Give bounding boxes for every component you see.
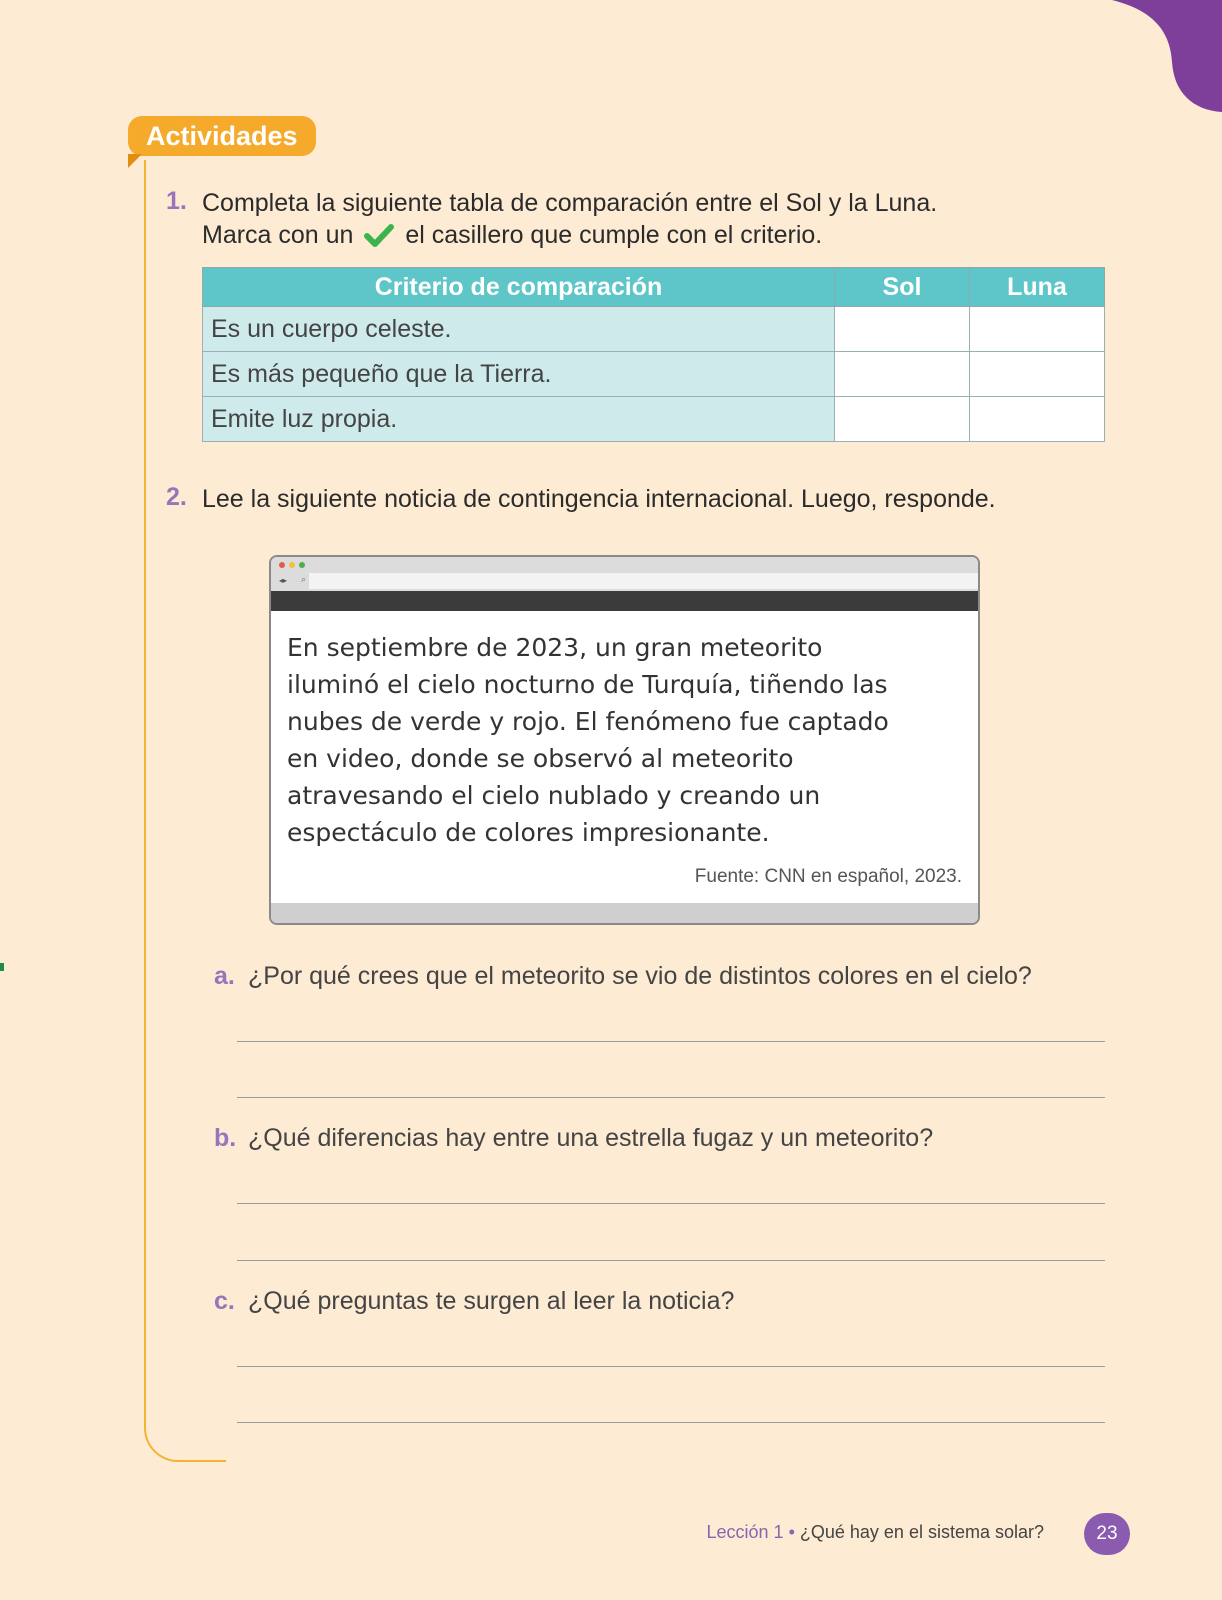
- question-1-line-1: Completa la siguiente tabla de comparación entre el Sol y la Luna.: [202, 189, 938, 217]
- subquestion-a-text: ¿Por qué crees que el meteorito se vio de distintos colores en el cielo?: [248, 962, 1032, 990]
- sol-checkbox-cell[interactable]: [835, 352, 970, 397]
- footer-title: ¿Qué hay en el sistema solar?: [799, 1522, 1044, 1542]
- news-line: nubes de verde y rojo. El fenómeno fue captado: [287, 707, 889, 736]
- footer-lesson: Lección 1: [706, 1522, 784, 1542]
- criterion-cell: Emite luz propia.: [203, 397, 835, 442]
- news-line: iluminó el cielo nocturno de Turquía, tiñendo las: [287, 670, 888, 699]
- news-text: [271, 611, 978, 851]
- minimize-dot-icon: [289, 562, 295, 568]
- close-dot-icon: [279, 562, 285, 568]
- check-icon: [364, 223, 394, 247]
- subquestion-c-label: c.: [214, 1287, 235, 1315]
- answer-line-b1[interactable]: [237, 1203, 1105, 1204]
- activities-tab: [128, 116, 316, 156]
- edge-mark: [0, 963, 4, 971]
- question-1-text: [202, 187, 937, 251]
- luna-checkbox-cell[interactable]: [970, 307, 1105, 352]
- question-1-line-2-before: Marca con un: [202, 221, 354, 249]
- news-line: en video, donde se observó al meteorito: [287, 744, 794, 773]
- browser-statusbar: [271, 903, 978, 923]
- activities-tab-label: Actividades: [146, 121, 298, 151]
- question-1-line-2: [202, 219, 937, 251]
- footer-separator: •: [783, 1522, 800, 1542]
- news-line: atravesando el cielo nublado y creando un: [287, 781, 821, 810]
- header-criterion: Criterio de comparación: [203, 268, 835, 307]
- sol-checkbox-cell[interactable]: [835, 307, 970, 352]
- answer-line-b2[interactable]: [237, 1260, 1105, 1261]
- answer-line-c1[interactable]: [237, 1366, 1105, 1367]
- criterion-cell: Es más pequeño que la Tierra.: [203, 352, 835, 397]
- question-1-line-2-after: el casillero que cumple con el criterio.: [405, 221, 823, 249]
- subquestion-a-label: a.: [214, 962, 235, 990]
- page-footer: [707, 1522, 1045, 1543]
- criterion-cell: Es un cuerpo celeste.: [203, 307, 835, 352]
- maximize-dot-icon: [299, 562, 305, 568]
- answer-line-c2[interactable]: [237, 1422, 1105, 1423]
- news-browser-window: [269, 555, 980, 925]
- answer-line-a2[interactable]: [237, 1097, 1105, 1098]
- table-row: [203, 307, 1105, 352]
- news-line: En septiembre de 2023, un gran meteorito: [287, 633, 823, 662]
- question-2-text: Lee la siguiente noticia de contingencia internacional. Luego, responde.: [202, 485, 996, 513]
- sol-checkbox-cell[interactable]: [835, 397, 970, 442]
- browser-toolbar: [271, 557, 978, 591]
- url-bar: [309, 573, 978, 589]
- search-icon: ⌕: [301, 574, 307, 584]
- question-1-number: 1.: [166, 187, 187, 215]
- nav-arrows-icon: ◂▸: [279, 576, 288, 585]
- luna-checkbox-cell[interactable]: [970, 352, 1105, 397]
- header-sol: Sol: [835, 268, 970, 307]
- corner-decoration: [1112, 0, 1222, 112]
- table-header-row: [203, 268, 1105, 307]
- table-row: [203, 352, 1105, 397]
- comparison-table: [202, 267, 1105, 442]
- answer-line-a1[interactable]: [237, 1041, 1105, 1042]
- subquestion-b-text: ¿Qué diferencias hay entre una estrella fugaz y un meteorito?: [248, 1124, 934, 1152]
- browser-tabbar: [271, 591, 978, 611]
- header-luna: Luna: [970, 268, 1105, 307]
- page-number: 23: [1084, 1513, 1130, 1555]
- question-2-number: 2.: [166, 483, 187, 511]
- news-source: Fuente: CNN en español, 2023.: [694, 866, 962, 887]
- subquestion-c-text: ¿Qué preguntas te surgen al leer la noticia?: [248, 1287, 735, 1315]
- subquestion-b-label: b.: [214, 1124, 237, 1152]
- tab-notch: [128, 154, 142, 168]
- table-row: [203, 397, 1105, 442]
- luna-checkbox-cell[interactable]: [970, 397, 1105, 442]
- news-line: espectáculo de colores impresionante.: [287, 818, 770, 847]
